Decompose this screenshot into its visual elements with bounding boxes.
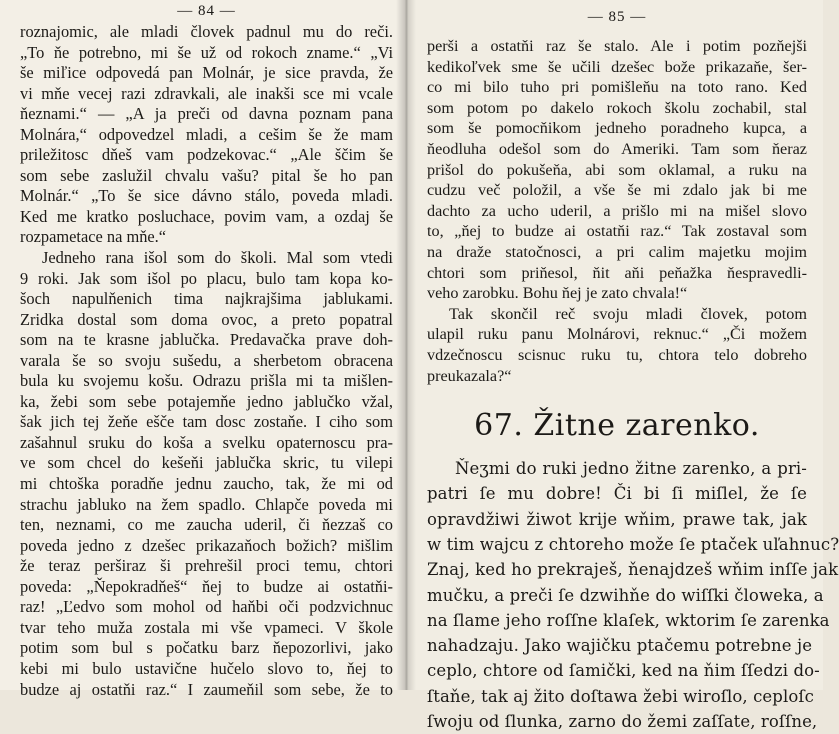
text-line: na draže statočnosci, a pri calim majetku mojim <box>427 242 807 261</box>
text-line: perši a ostatňi raz še stalo. Ale i potim pozňejši <box>427 37 807 55</box>
text-line: Molnár.“ „To še sice dávno stálo, poveda mladi. <box>20 186 393 206</box>
text-line: že teraz perširaz ši prehrešil proci temu, chtori <box>20 556 393 576</box>
text-line: Ked me kratko posluchace, povim vam, a ozdaj še <box>20 206 393 226</box>
text-line: Zridka dostal som doma ovoc, a preto popatral <box>20 309 393 329</box>
text-line: tvar teho muža zostala mi vše vpameci. V škole <box>20 617 393 637</box>
fraktur-line: w tim wajcu z chtoreho može ſe ptaček uľahnuc? <box>427 534 839 554</box>
text-line: ve som chcel do kešeňi jablučka skric, tu vilepi <box>20 453 393 473</box>
text-line: Molnára,“ odpovedzel mladi, a cešim še že mam <box>20 124 393 144</box>
text-line: som potom po dakelo rokoch školu zochabil, stal <box>427 98 807 117</box>
text-line: ulapil ruku panu Molnárovi, reknuc.“ „Či možem <box>427 325 807 344</box>
text-line: chtori som priňesol, ňit aňi peňažka ňespravedli- <box>427 263 807 282</box>
text-line: dachto za ucho uderil, a prišlo mi na mišel slovo <box>427 201 807 220</box>
text-line: poveda jedno z dzešec prikazaňoch božich? mišlim <box>20 535 393 555</box>
text-line: ka, žebi som sebe potajemňe jedno jablučko vžal, <box>20 391 393 411</box>
fraktur-line: mučku, a preči ſe dzwihňe do wiſſki čloweka, a <box>427 585 824 605</box>
page-number-left: — 84 — <box>177 3 236 19</box>
fraktur-line: Znaj, ked ho prekraješ, ňenajdzeš wňim inſſe jak <box>427 560 839 580</box>
text-line: kebi mi bulo ustavične hučelo slovo to, ňej to <box>20 658 393 678</box>
text-line: vi mňe vecej razi zdravkali, ale inakši sce mi vcale <box>20 83 393 103</box>
fraktur-line: Ňeʒmi do ruki jedno žitne zarenko, a pri- <box>455 459 807 479</box>
text-line: poveda: „Ňepokradňeš“ ňej to budze ai ostatňi- <box>20 576 393 596</box>
text-line: cudzu več položil, a vše še mi zdalo jak bi me <box>427 181 807 200</box>
right-page <box>405 0 839 732</box>
fraktur-line: opravdžiwi žiwot krije wňim, prawe tak, jak <box>427 509 807 529</box>
text-line: Tak skončil reč svoju mladi človek, potom <box>449 304 807 323</box>
text-line: priležitosc dňeš vam podzekovac.“ „Ale ščim še <box>20 145 393 165</box>
text-line: budze aj ostatňi raz.“ I zaumeňil som sebe, že to <box>20 679 393 699</box>
text-line: ňeodluha odešol som do Ameriki. Tam som ňeraz <box>427 139 807 158</box>
text-line: varala še so svoju sušedu, a sherbetom obracena <box>20 350 393 370</box>
fraktur-line: ſwoju od ſlunka, zarno do žemi zaſſate, roſſne, <box>427 712 818 732</box>
text-line: bula ku svojemu košu. Odrazu prišla mi ta mišlen- <box>20 371 393 391</box>
book-gutter <box>396 0 416 690</box>
text-line: prišol do pokušeňa, abi som oklamal, a ruku na <box>427 160 807 179</box>
fraktur-text-block <box>427 456 839 734</box>
text-line: Jedneho rana išol som do školi. Mal som vtedi <box>42 248 393 268</box>
text-line: ten, neznami, co me zaucha uderil, či ňezzaš co <box>20 515 393 535</box>
text-line: strachu jabluko na žem spadlo. Chlapče poveda mi <box>20 494 393 514</box>
text-line: potim som bul s počatku barz ňepozorlivi, jako <box>20 638 393 658</box>
text-line: som sebe zaslužil chvalu vašu? pital še ho pan <box>20 165 393 185</box>
text-line: vdzečnoscu scisnuc ruku tu, chtora telo dobreho <box>427 345 807 364</box>
right-page-text <box>427 36 807 386</box>
text-line: šak jich tej žeňe ešče tam dosc zostaňe. I ciho som <box>20 412 393 432</box>
text-line: še miľice odpovedá pan Molnár, je sice pravda, že <box>20 63 393 83</box>
text-line: co mi bilo tuho pri pomišleňu na toto rano. Ked <box>427 78 807 97</box>
text-line: „To ňe potrebno, mi še už od rokoch zname.“ „Vi <box>20 42 393 62</box>
page-number-right: — 85 — <box>587 9 647 25</box>
section-heading: 67. Žitne zarenko. <box>474 408 760 444</box>
text-line: som še pomocňikom jedneho poradneho kupca, a <box>427 119 807 138</box>
fraktur-line: ceplo, chtore od ſamički, ked na ňim ſſedzi do- <box>427 661 820 681</box>
text-line: kedikoľvek sme še učili dzešec bože prikazaňe, šer- <box>427 57 807 76</box>
fraktur-line: ſtaňe, tak aj žito doſtawa žebi wiroſlo, ceploſc <box>427 686 814 706</box>
fraktur-line: na ſlame jeho roſſne klaſek, wktorim ſe zarenka <box>427 610 830 630</box>
text-line: šoch napulňenich tima najkrajšima jablukami. <box>20 289 393 309</box>
text-line: raz! „Ľedvo som mohol od haňbi oči podzvichnuc <box>20 597 393 617</box>
text-line: roznajomic, ale mladi človek padnul mu do reči. <box>20 22 393 41</box>
fraktur-line: nahadzaju. Jako wajičku ptačemu potrebne je <box>427 636 813 656</box>
text-line: ňeznami.“ — „A ja preči od davna poznam pana <box>20 104 393 124</box>
left-page-text <box>20 22 393 700</box>
left-page <box>0 0 405 699</box>
text-line: preukazala?“ <box>427 366 512 385</box>
text-line: som na te krasne jablučka. Predavačka prave doh- <box>20 330 393 350</box>
fraktur-line: patri ſe mu dobre! Či bi ſi miſlel, že ſe <box>427 484 807 504</box>
text-line: 9 roki. Jak som išol po placu, bulo tam kopa ko- <box>20 268 393 288</box>
text-line: rozpametace na mňe.“ <box>20 227 167 247</box>
text-line: zašahnul sruku do koša a svelku opaternoscu pra- <box>20 432 393 452</box>
text-line: veho zarobku. Bohu ňej je zato chvala!“ <box>427 284 688 303</box>
text-line: mi chtoška poradňe jednu zaucho, tak, že mi od <box>20 474 393 494</box>
text-line: to, „ňej to budze ai ostatňi raz.“ Tak zostaval som <box>427 222 807 241</box>
